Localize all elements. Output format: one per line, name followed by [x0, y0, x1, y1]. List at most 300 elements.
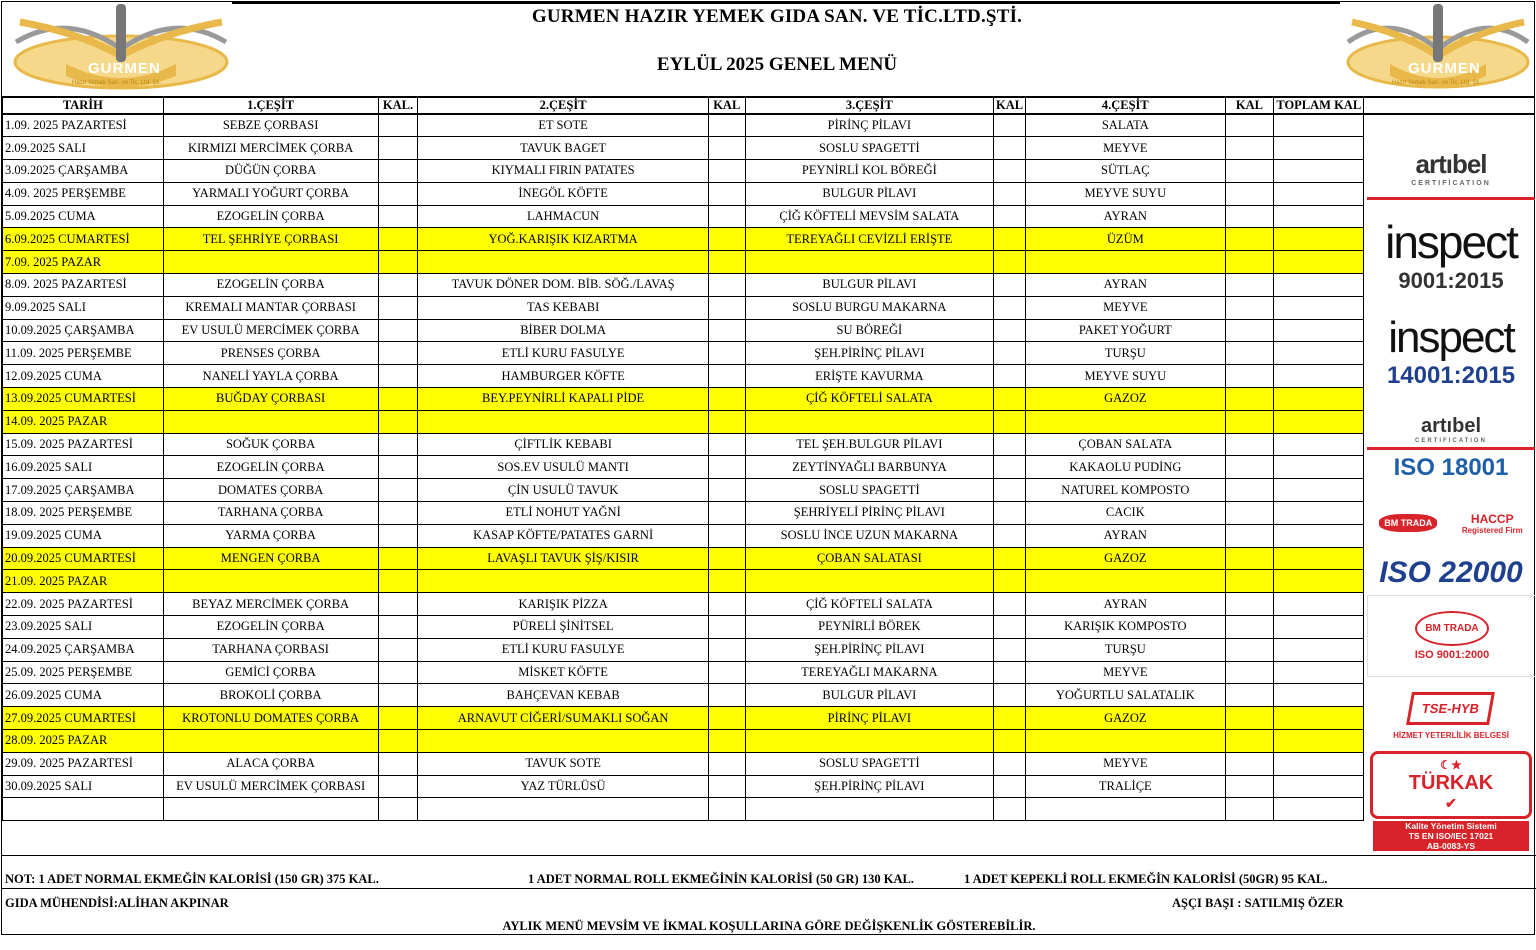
calorie-1-cell: [378, 182, 418, 205]
total-calorie-cell: [1274, 251, 1364, 274]
menu-disclaimer: AYLIK MENÜ MEVSİM VE İKMAL KOŞULLARINA GÖRE DEĞİŞKENLİK GÖSTEREBİLİR.: [502, 919, 1036, 933]
calorie-4-cell: [1225, 752, 1274, 775]
total-calorie-cell: [1274, 160, 1364, 183]
course-1-cell: TARHANA ÇORBASI: [163, 638, 378, 661]
iso-18001-label: ISO 18001: [1393, 454, 1509, 481]
menu-row: [3, 388, 1535, 411]
date-cell: 23.09.2025 SALI: [3, 616, 164, 639]
calorie-3-cell: [994, 752, 1026, 775]
date-cell: 3.09.2025 ÇARŞAMBA: [3, 160, 164, 183]
calorie-3-cell: [994, 593, 1026, 616]
course-1-cell: SEBZE ÇORBASI: [163, 114, 378, 137]
calorie-4-cell: [1225, 365, 1274, 388]
menu-row: [3, 593, 1535, 616]
calorie-4-cell: [1225, 456, 1274, 479]
calorie-4-cell: [1225, 730, 1274, 753]
course-2-cell: MİSKET KÖFTE: [418, 661, 708, 684]
course-3-cell: ŞEH.PİRİNÇ PİLAVI: [745, 342, 993, 365]
bm-trada-9001-logo: [1367, 595, 1536, 677]
course-3-cell: ÇOBAN SALATASI: [745, 547, 993, 570]
course-2-cell: ETLİ NOHUT YAĞNİ: [418, 502, 708, 525]
calorie-2-cell: [708, 456, 745, 479]
date-cell: 13.09.2025 CUMARTESİ: [3, 388, 164, 411]
course-3-cell: TEREYAĞLI MAKARNA: [745, 661, 993, 684]
calorie-3-cell: [994, 638, 1026, 661]
calorie-4-cell: [1225, 593, 1274, 616]
menu-row: [3, 547, 1535, 570]
course-3-cell: BULGUR PİLAVI: [745, 274, 993, 297]
course-1-cell: PRENSES ÇORBA: [163, 342, 378, 365]
calorie-3-cell: [994, 205, 1026, 228]
calorie-3-cell: [994, 319, 1026, 342]
course-4-cell: NATUREL KOMPOSTO: [1026, 479, 1225, 502]
course-3-cell: ÇİĞ KÖFTELİ SALATA: [745, 388, 993, 411]
calorie-3-cell: [994, 684, 1026, 707]
calorie-1-cell: [378, 593, 418, 616]
menu-row: [3, 296, 1535, 319]
calorie-2-cell: [708, 182, 745, 205]
course-1-cell: TARHANA ÇORBA: [163, 502, 378, 525]
menu-title: EYLÜL 2025 GENEL MENÜ: [656, 54, 898, 75]
gurmen-logo-left: [6, 2, 236, 94]
course-3-cell: [745, 251, 993, 274]
calorie-4-cell: [1225, 775, 1274, 798]
course-3-cell: SOSLU BURGU MAKARNA: [745, 296, 993, 319]
course-1-cell: BUĞDAY ÇORBASI: [163, 388, 378, 411]
course-4-cell: [1026, 570, 1225, 593]
calorie-2-cell: [708, 684, 745, 707]
menu-row: [3, 775, 1535, 798]
total-calorie-cell: [1274, 388, 1364, 411]
calorie-4-cell: [1225, 616, 1274, 639]
course-3-cell: TEL ŞEH.BULGUR PİLAVI: [745, 433, 993, 456]
course-1-cell: EZOGELİN ÇORBA: [163, 205, 378, 228]
table-header-row: [3, 97, 1535, 114]
menu-row: [3, 251, 1535, 274]
calorie-3-cell: [994, 182, 1026, 205]
tse-hyb-logo: [1367, 683, 1535, 749]
calorie-1-cell: [378, 479, 418, 502]
course-2-cell: ÇİFTLİK KEBABI: [418, 433, 708, 456]
course-4-cell: [1026, 798, 1225, 821]
calorie-3-cell: [994, 502, 1026, 525]
course-1-cell: SOĞUK ÇORBA: [163, 433, 378, 456]
calorie-3-cell: [994, 251, 1026, 274]
calorie-3-cell: [994, 296, 1026, 319]
course-1-cell: TEL ŞEHRİYE ÇORBASI: [163, 228, 378, 251]
course-2-cell: BİBER DOLMA: [418, 319, 708, 342]
calorie-4-cell: [1225, 137, 1274, 160]
calorie-3-cell: [994, 661, 1026, 684]
calorie-1-cell: [378, 433, 418, 456]
calorie-3-cell: [994, 730, 1026, 753]
calorie-1-cell: [378, 296, 418, 319]
calorie-2-cell: [708, 342, 745, 365]
total-calorie-cell: [1274, 524, 1364, 547]
col-cal-4: KAL: [1225, 97, 1274, 114]
turkak-sub-3: AB-0083-YS: [1373, 841, 1529, 851]
course-4-cell: ÇOBAN SALATA: [1026, 433, 1225, 456]
date-cell: 18.09. 2025 PERŞEMBE: [3, 502, 164, 525]
bread-note-2: 1 ADET NORMAL ROLL EKMEĞİNİN KALORİSİ (50 GR) 130 KAL.: [528, 872, 914, 886]
course-4-cell: KARIŞIK KOMPOSTO: [1026, 616, 1225, 639]
course-1-cell: [163, 251, 378, 274]
calorie-1-cell: [378, 684, 418, 707]
total-calorie-cell: [1274, 479, 1364, 502]
calorie-4-cell: [1225, 296, 1274, 319]
header-rule: [232, 2, 1340, 4]
total-calorie-cell: [1274, 707, 1364, 730]
total-calorie-cell: [1274, 616, 1364, 639]
date-cell: 9.09.2025 SALI: [3, 296, 164, 319]
course-3-cell: SOSLU İNCE UZUN MAKARNA: [745, 524, 993, 547]
calorie-2-cell: [708, 365, 745, 388]
course-2-cell: [418, 410, 708, 433]
tse-hyb-label: TSE-HYB: [1407, 692, 1496, 725]
menu-row: [3, 570, 1535, 593]
calorie-4-cell: [1225, 524, 1274, 547]
course-1-cell: KREMALI MANTAR ÇORBASI: [163, 296, 378, 319]
calorie-1-cell: [378, 319, 418, 342]
calorie-1-cell: [378, 570, 418, 593]
calorie-2-cell: [708, 228, 745, 251]
calorie-3-cell: [994, 433, 1026, 456]
calorie-3-cell: [994, 410, 1026, 433]
total-calorie-cell: [1274, 593, 1364, 616]
calorie-4-cell: [1225, 388, 1274, 411]
date-cell: 15.09. 2025 PAZARTESİ: [3, 433, 164, 456]
bm-trada-haccp-logo: [1367, 493, 1535, 553]
calorie-1-cell: [378, 456, 418, 479]
course-2-cell: TAVUK SOTE: [418, 752, 708, 775]
calorie-3-cell: [994, 342, 1026, 365]
calorie-2-cell: [708, 274, 745, 297]
col-course-3: 3.ÇEŞİT: [745, 97, 993, 114]
course-1-cell: [163, 570, 378, 593]
total-calorie-cell: [1274, 274, 1364, 297]
tse-hyb-sub: HİZMET YETERLİLİK BELGESİ: [1393, 731, 1509, 740]
date-cell: 21.09. 2025 PAZAR: [3, 570, 164, 593]
course-1-cell: ALACA ÇORBA: [163, 752, 378, 775]
calorie-4-cell: [1225, 251, 1274, 274]
date-cell: 29.09. 2025 PAZARTESİ: [3, 752, 164, 775]
calorie-2-cell: [708, 638, 745, 661]
course-2-cell: KIYMALI FIRIN PATATES: [418, 160, 708, 183]
bread-note-3: 1 ADET KEPEKLİ ROLL EKMEĞİN KALORİSİ (50GR) 95 KAL.: [964, 872, 1328, 886]
artibel-word: artıbel: [1415, 149, 1487, 179]
date-cell: 4.09. 2025 PERŞEMBE: [3, 182, 164, 205]
menu-row: [3, 137, 1535, 160]
calorie-4-cell: [1225, 410, 1274, 433]
course-3-cell: TEREYAĞLI CEVİZLİ ERİŞTE: [745, 228, 993, 251]
calorie-3-cell: [994, 775, 1026, 798]
calorie-2-cell: [708, 707, 745, 730]
inspect-9001-logo: [1367, 207, 1535, 303]
calorie-1-cell: [378, 251, 418, 274]
course-4-cell: ÜZÜM: [1026, 228, 1225, 251]
calorie-4-cell: [1225, 319, 1274, 342]
menu-row: [3, 182, 1535, 205]
menu-table: [2, 96, 1534, 821]
course-2-cell: YOĞ.KARIŞIK KIZARTMA: [418, 228, 708, 251]
course-4-cell: MEYVE: [1026, 296, 1225, 319]
course-3-cell: SOSLU SPAGETTİ: [745, 752, 993, 775]
course-4-cell: GAZOZ: [1026, 707, 1225, 730]
course-1-cell: BROKOLİ ÇORBA: [163, 684, 378, 707]
calorie-2-cell: [708, 296, 745, 319]
date-cell: 6.09.2025 CUMARTESİ: [3, 228, 164, 251]
course-1-cell: DOMATES ÇORBA: [163, 479, 378, 502]
course-3-cell: SOSLU SPAGETTİ: [745, 137, 993, 160]
company-name: GURMEN HAZIR YEMEK GIDA SAN. VE TİC.LTD.ŞTİ.: [531, 6, 1023, 27]
iso-22000-label: ISO 22000: [1379, 556, 1523, 589]
course-2-cell: HAMBURGER KÖFTE: [418, 365, 708, 388]
head-chef: AŞÇI BAŞI : SATILMIŞ ÖZER: [1172, 896, 1344, 910]
course-1-cell: EZOGELİN ÇORBA: [163, 274, 378, 297]
footer: [2, 855, 1536, 936]
menu-row: [3, 616, 1535, 639]
date-cell: 8.09. 2025 PAZARTESİ: [3, 274, 164, 297]
total-calorie-cell: [1274, 775, 1364, 798]
course-2-cell: KARIŞIK PİZZA: [418, 593, 708, 616]
total-calorie-cell: [1274, 638, 1364, 661]
course-4-cell: AYRAN: [1026, 593, 1225, 616]
menu-row: [3, 798, 1535, 821]
course-2-cell: TAVUK BAGET: [418, 137, 708, 160]
total-calorie-cell: [1274, 205, 1364, 228]
course-4-cell: PAKET YOĞURT: [1026, 319, 1225, 342]
inspect-word-2: inspect: [1388, 313, 1514, 362]
course-2-cell: LAHMACUN: [418, 205, 708, 228]
menu-row: [3, 502, 1535, 525]
course-4-cell: GAZOZ: [1026, 547, 1225, 570]
calorie-1-cell: [378, 160, 418, 183]
calorie-3-cell: [994, 524, 1026, 547]
course-1-cell: [163, 410, 378, 433]
menu-row: [3, 342, 1535, 365]
course-4-cell: [1026, 730, 1225, 753]
menu-row: [3, 410, 1535, 433]
menu-row: [3, 730, 1535, 753]
calorie-3-cell: [994, 707, 1026, 730]
menu-sheet: [1, 1, 1535, 935]
calorie-3-cell: [994, 388, 1026, 411]
calorie-2-cell: [708, 205, 745, 228]
date-cell: 26.09.2025 CUMA: [3, 684, 164, 707]
calorie-2-cell: [708, 137, 745, 160]
calorie-1-cell: [378, 661, 418, 684]
menu-row: [3, 752, 1535, 775]
logo-word: GURMEN: [88, 60, 161, 77]
course-2-cell: SOS.EV USULÜ MANTI: [418, 456, 708, 479]
calorie-2-cell: [708, 570, 745, 593]
certification-logos: [1365, 115, 1536, 855]
course-3-cell: [745, 570, 993, 593]
course-2-cell: YAZ TÜRLÜSÜ: [418, 775, 708, 798]
total-calorie-cell: [1274, 798, 1364, 821]
bm-trada-badge: BM TRADA: [1379, 514, 1437, 532]
menu-row: [3, 114, 1535, 137]
calorie-4-cell: [1225, 160, 1274, 183]
course-2-cell: ETLİ KURU FASULYE: [418, 342, 708, 365]
col-cal-2: KAL: [708, 97, 745, 114]
col-course-2: 2.ÇEŞİT: [418, 97, 708, 114]
calorie-1-cell: [378, 205, 418, 228]
calorie-4-cell: [1225, 547, 1274, 570]
calorie-2-cell: [708, 616, 745, 639]
calorie-4-cell: [1225, 798, 1274, 821]
calorie-1-cell: [378, 798, 418, 821]
calorie-3-cell: [994, 160, 1026, 183]
date-cell: 11.09. 2025 PERŞEMBE: [3, 342, 164, 365]
total-calorie-cell: [1274, 137, 1364, 160]
course-2-cell: BEY.PEYNİRLİ KAPALI PİDE: [418, 388, 708, 411]
date-cell: 10.09.2025 ÇARŞAMBA: [3, 319, 164, 342]
course-3-cell: [745, 798, 993, 821]
col-total-cal: TOPLAM KAL: [1274, 97, 1364, 114]
date-cell: 19.09.2025 CUMA: [3, 524, 164, 547]
calorie-3-cell: [994, 456, 1026, 479]
total-calorie-cell: [1274, 752, 1364, 775]
calorie-4-cell: [1225, 479, 1274, 502]
course-2-cell: TAVUK DÖNER DOM. BİB. SÖĞ./LAVAŞ: [418, 274, 708, 297]
turkak-label: TÜRKAK: [1408, 772, 1494, 794]
calorie-3-cell: [994, 570, 1026, 593]
calorie-1-cell: [378, 365, 418, 388]
date-cell: 20.09.2025 CUMARTESİ: [3, 547, 164, 570]
date-cell: 24.09.2025 ÇARŞAMBA: [3, 638, 164, 661]
course-4-cell: MEYVE: [1026, 137, 1225, 160]
calorie-4-cell: [1225, 570, 1274, 593]
date-cell: 7.09. 2025 PAZAR: [3, 251, 164, 274]
course-2-cell: ETLİ KURU FASULYE: [418, 638, 708, 661]
calorie-1-cell: [378, 547, 418, 570]
menu-row: [3, 205, 1535, 228]
calorie-2-cell: [708, 319, 745, 342]
course-4-cell: MEYVE SUYU: [1026, 182, 1225, 205]
col-spacer: [1364, 97, 1534, 114]
bread-note-1: NOT: 1 ADET NORMAL EKMEĞİN KALORİSİ (150 GR) 375 KAL.: [5, 872, 379, 886]
course-2-cell: [418, 798, 708, 821]
calorie-2-cell: [708, 730, 745, 753]
calorie-3-cell: [994, 114, 1026, 137]
course-3-cell: PİRİNÇ PİLAVI: [745, 707, 993, 730]
date-cell: 2.09.2025 SALI: [3, 137, 164, 160]
calorie-4-cell: [1225, 274, 1274, 297]
menu-row: [3, 684, 1535, 707]
calorie-2-cell: [708, 114, 745, 137]
course-2-cell: [418, 730, 708, 753]
menu-row: [3, 319, 1535, 342]
calorie-4-cell: [1225, 502, 1274, 525]
calorie-2-cell: [708, 798, 745, 821]
iso-9001-2000-label: ISO 9001:2000: [1414, 649, 1490, 661]
course-2-cell: KASAP KÖFTE/PATATES GARNİ: [418, 524, 708, 547]
course-1-cell: KIRMIZI MERCİMEK ÇORBA: [163, 137, 378, 160]
course-3-cell: ÇİĞ KÖFTELİ MEVSİM SALATA: [745, 205, 993, 228]
food-engineer: GIDA MÜHENDİSİ:ALİHAN AKPINAR: [5, 896, 229, 910]
course-3-cell: SOSLU SPAGETTİ: [745, 479, 993, 502]
total-calorie-cell: [1274, 547, 1364, 570]
course-1-cell: KROTONLU DOMATES ÇORBA: [163, 707, 378, 730]
course-1-cell: BEYAZ MERCİMEK ÇORBA: [163, 593, 378, 616]
course-1-cell: MENGEN ÇORBA: [163, 547, 378, 570]
course-4-cell: SALATA: [1026, 114, 1225, 137]
calorie-2-cell: [708, 433, 745, 456]
artibel-sub-2: CERTIFICATION: [1415, 437, 1487, 444]
total-calorie-cell: [1274, 342, 1364, 365]
calorie-4-cell: [1225, 114, 1274, 137]
course-3-cell: ERİŞTE KAVURMA: [745, 365, 993, 388]
calorie-4-cell: [1225, 228, 1274, 251]
total-calorie-cell: [1274, 319, 1364, 342]
col-course-1: 1.ÇEŞİT: [163, 97, 378, 114]
menu-row: [3, 456, 1535, 479]
calorie-1-cell: [378, 228, 418, 251]
course-4-cell: [1026, 251, 1225, 274]
course-2-cell: BAHÇEVAN KEBAB: [418, 684, 708, 707]
menu-row: [3, 160, 1535, 183]
calorie-3-cell: [994, 616, 1026, 639]
calorie-2-cell: [708, 251, 745, 274]
calorie-4-cell: [1225, 205, 1274, 228]
calorie-4-cell: [1225, 342, 1274, 365]
course-4-cell: TURŞU: [1026, 342, 1225, 365]
course-1-cell: [163, 798, 378, 821]
crescent-star-icon: ☾★: [1440, 758, 1462, 772]
date-cell: 12.09.2025 CUMA: [3, 365, 164, 388]
inspect-word: inspect: [1385, 216, 1517, 268]
turkak-logo: [1367, 751, 1535, 851]
calorie-1-cell: [378, 114, 418, 137]
course-4-cell: TURŞU: [1026, 638, 1225, 661]
calorie-1-cell: [378, 388, 418, 411]
total-calorie-cell: [1274, 684, 1364, 707]
artibel-word-2: artıbel: [1420, 414, 1482, 437]
date-cell: 16.09.2025 SALI: [3, 456, 164, 479]
course-1-cell: EV USULÜ MERCİMEK ÇORBA: [163, 319, 378, 342]
course-4-cell: MEYVE: [1026, 752, 1225, 775]
calorie-4-cell: [1225, 661, 1274, 684]
calorie-2-cell: [708, 593, 745, 616]
haccp-sub: Registered Firm: [1461, 525, 1523, 535]
menu-body: [3, 114, 1535, 821]
total-calorie-cell: [1274, 502, 1364, 525]
total-calorie-cell: [1274, 228, 1364, 251]
calorie-3-cell: [994, 798, 1026, 821]
course-3-cell: ŞEHRİYELİ PİRİNÇ PİLAVI: [745, 502, 993, 525]
menu-row: [3, 433, 1535, 456]
inspect-14001-logo: [1367, 307, 1535, 397]
calorie-4-cell: [1225, 707, 1274, 730]
total-calorie-cell: [1274, 433, 1364, 456]
calorie-2-cell: [708, 388, 745, 411]
menu-row: [3, 661, 1535, 684]
artibel-logo-2: [1367, 411, 1535, 450]
course-2-cell: ET SOTE: [418, 114, 708, 137]
total-calorie-cell: [1274, 114, 1364, 137]
logo-subtext: Hazır Yemek San. ve Tic. Ltd. Şti.: [1392, 80, 1482, 86]
course-1-cell: NANELİ YAYLA ÇORBA: [163, 365, 378, 388]
turkak-sub-1: Kalite Yönetim Sistemi: [1373, 821, 1529, 831]
calorie-4-cell: [1225, 182, 1274, 205]
course-3-cell: BULGUR PİLAVI: [745, 182, 993, 205]
total-calorie-cell: [1274, 182, 1364, 205]
total-calorie-cell: [1274, 296, 1364, 319]
col-cal-3: KAL: [994, 97, 1026, 114]
course-3-cell: PEYNİRLİ BÖREK: [745, 616, 993, 639]
calorie-1-cell: [378, 638, 418, 661]
